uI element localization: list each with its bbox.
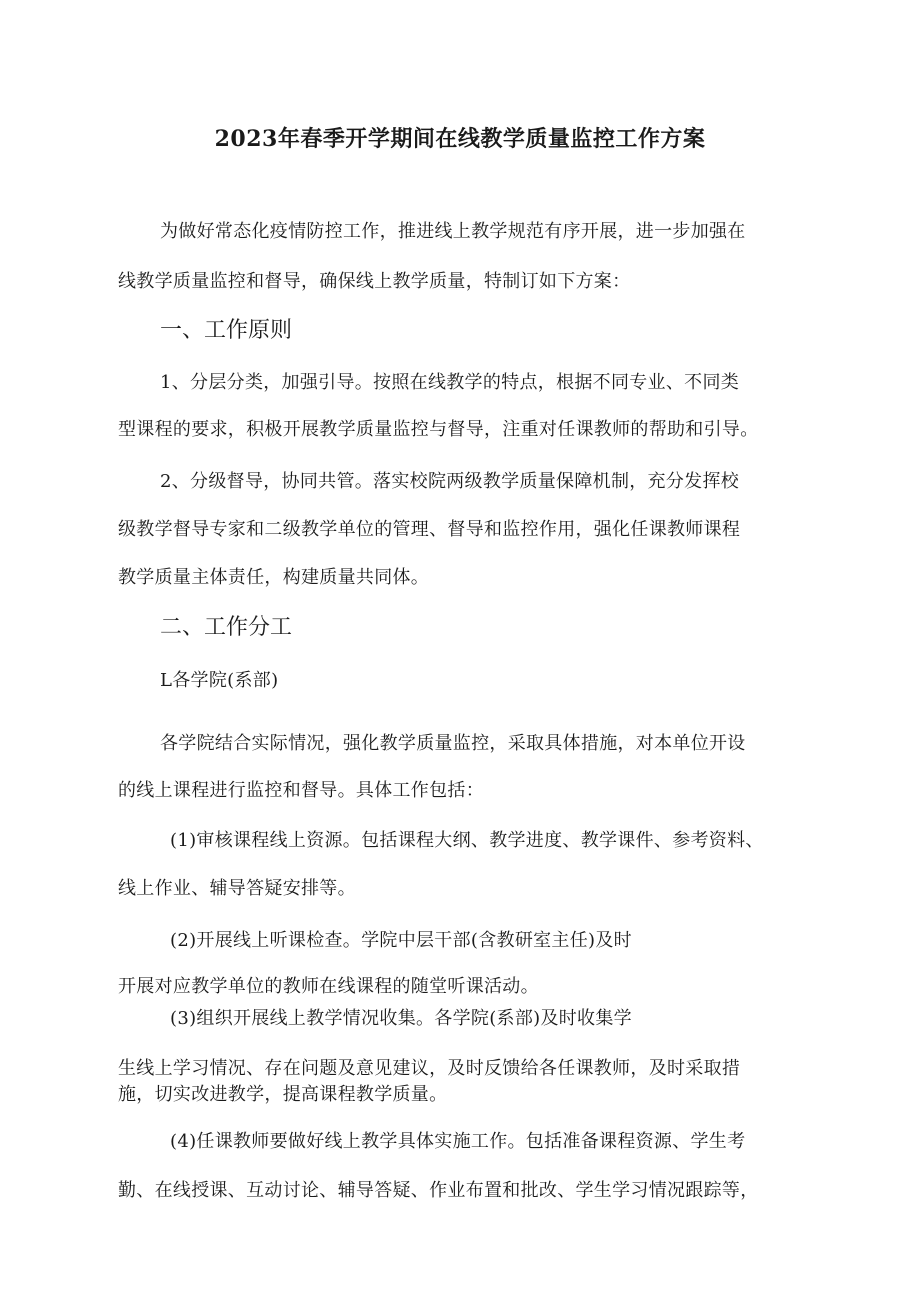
- principle-2-line-2: 级教学督导专家和二级教学单位的管理、督导和监控作用，强化任课教师课程: [118, 519, 741, 540]
- item-3-line-1: (3)组织开展线上教学情况收集。各学院(系部)及时收集学: [170, 1008, 632, 1029]
- document-title: 2023年春季开学期间在线教学质量监控工作方案: [214, 126, 706, 152]
- item-1-line-1: (1)审核课程线上资源。包括课程大纲、教学进度、教学课件、参考资料、: [170, 830, 764, 851]
- intro-line-2: 线教学质量监控和督导，确保线上教学质量，特制订如下方案：: [118, 271, 631, 292]
- principle-1-line-2: 型课程的要求，积极开展教学质量监控与督导，注重对任课教师的帮助和引导。: [118, 419, 759, 440]
- subsection-1-heading: L各学院(系部): [160, 670, 279, 691]
- item-2-line-2: 开展对应教学单位的教师在线课程的随堂听课活动。: [118, 976, 539, 997]
- division-para-line-2: 的线上课程进行监控和督导。具体工作包括：: [118, 780, 484, 801]
- item-4-line-1: (4)任课教师要做好线上教学具体实施工作。包括准备课程资源、学生考: [170, 1131, 746, 1152]
- principle-2-line-1: 2、分级督导，协同共管。落实校院两级教学质量保障机制，充分发挥校: [160, 471, 740, 492]
- section-1-heading: 一、工作原则: [160, 318, 293, 343]
- item-1-line-2: 线上作业、辅导答疑安排等。: [118, 878, 356, 899]
- section-2-heading: 二、工作分工: [160, 615, 293, 640]
- division-para-line-1: 各学院结合实际情况，强化教学质量监控，采取具体措施，对本单位开设: [160, 733, 746, 754]
- item-2-line-1: (2)开展线上听课检查。学院中层干部(含教研室主任)及时: [170, 930, 632, 951]
- intro-line-1: 为做好常态化疫情防控工作，推进线上教学规范有序开展，进一步加强在: [160, 221, 746, 242]
- item-3-line-3: 施，切实改进教学，提高课程教学质量。: [118, 1084, 448, 1105]
- item-3-line-2: 生线上学习情况、存在问题及意见建议，及时反馈给各任课教师，及时采取措: [118, 1058, 741, 1079]
- principle-2-line-3: 教学质量主体责任，构建质量共同体。: [118, 567, 430, 588]
- item-4-line-2: 勤、在线授课、互动讨论、辅导答疑、作业布置和批改、学生学习情况跟踪等，: [118, 1180, 759, 1201]
- principle-1-line-1: 1、分层分类，加强引导。按照在线教学的特点，根据不同专业、不同类: [160, 372, 740, 393]
